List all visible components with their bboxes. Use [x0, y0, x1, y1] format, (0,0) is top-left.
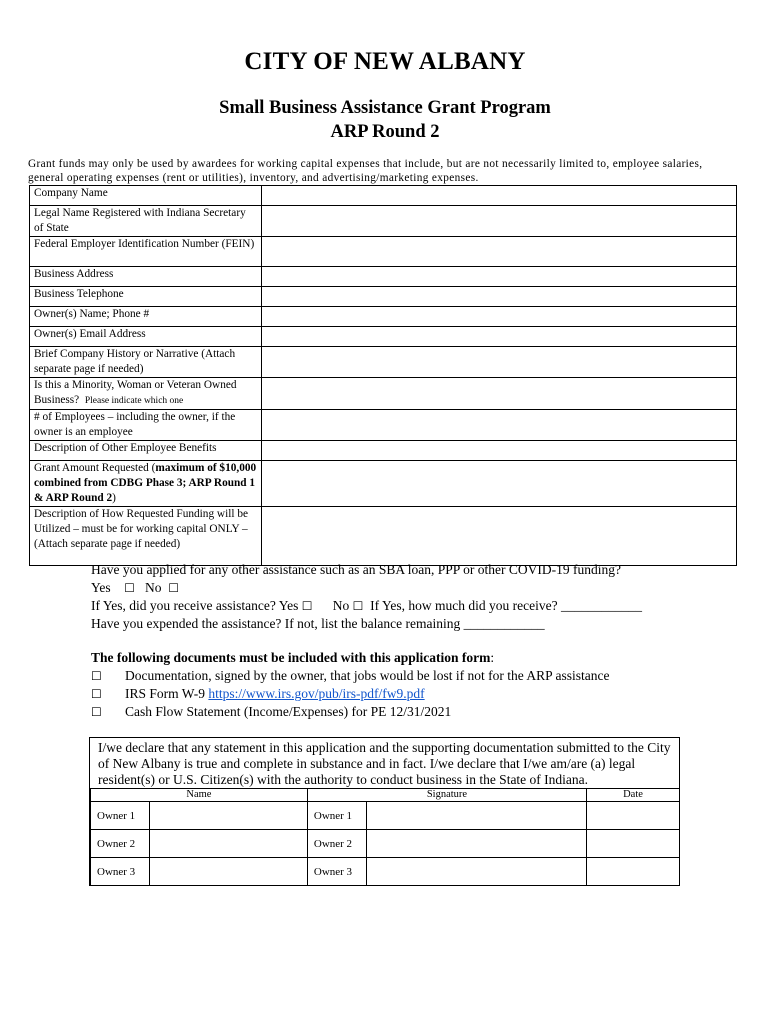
benefits-label: Description of Other Employee Benefits [30, 441, 262, 461]
owner-signature-label: Owner 1 [307, 802, 366, 830]
minority-question: Is this a Minority, Woman or Veteran Owned Business? [34, 379, 237, 406]
grant-amount-suffix: ) [112, 492, 116, 504]
owner-date-field[interactable] [587, 830, 680, 858]
received-no-label: No [332, 598, 350, 613]
other-assistance-question: Have you applied for any other assistance such as an SBA loan, PPP or other COVID-19 funding? [91, 562, 622, 577]
document-item [91, 703, 451, 721]
employees-label: # of Employees – including the owner, if the owner is an employee [30, 410, 262, 441]
program-name: Small Business Assistance Grant Program [219, 98, 551, 118]
page-title: CITY OF NEW ALBANY [244, 48, 526, 75]
grant-amount-prefix: Grant Amount Requested ( [34, 462, 156, 474]
no-checkbox[interactable]: ☐ [168, 581, 180, 595]
owner-name-field[interactable] [150, 802, 308, 830]
received-amount-text: If Yes, how much did you receive? ____________ [370, 598, 642, 613]
history-field[interactable] [262, 347, 737, 378]
fein-label: Federal Employer Identification Number (FEIN) [30, 237, 262, 267]
document-checkbox[interactable]: ☐ [91, 705, 102, 719]
legal-name-field[interactable] [262, 206, 737, 237]
minority-field[interactable] [262, 378, 737, 410]
expended-question: Have you expended the assistance? If not, list the balance remaining ____________ [91, 616, 545, 631]
owner-signature-field[interactable] [366, 830, 586, 858]
yes-checkbox[interactable]: ☐ [124, 581, 135, 595]
owner-name-field[interactable] [150, 858, 308, 886]
owner-phone-label: Owner(s) Name; Phone # [30, 307, 262, 327]
owner-date-field[interactable] [587, 802, 680, 830]
document-checkbox[interactable]: ☐ [91, 669, 102, 683]
address-label: Business Address [30, 267, 262, 287]
address-field[interactable] [262, 267, 737, 287]
owner-name-label: Owner 3 [91, 858, 150, 886]
owner-phone-field[interactable] [262, 307, 737, 327]
owner-signature-field[interactable] [366, 858, 586, 886]
name-header: Name [91, 789, 308, 802]
owner-email-label: Owner(s) Email Address [30, 327, 262, 347]
owner-email-field[interactable] [262, 327, 737, 347]
grant-amount-label [30, 461, 262, 507]
date-header: Date [587, 789, 680, 802]
funding-use-field[interactable] [262, 507, 737, 566]
owner-signature-label: Owner 2 [307, 830, 366, 858]
document-item [91, 685, 425, 703]
signature-table [90, 788, 680, 886]
owner-name-label: Owner 1 [91, 802, 150, 830]
program-round: ARP Round 2 [330, 122, 440, 142]
funding-use-label: Description of How Requested Funding will be Utilized – must be for working capital ONLY – (Attach separate page if needed) [30, 507, 262, 566]
company-name-field[interactable] [262, 186, 737, 206]
history-label: Brief Company History or Narrative (Attach separate page if needed) [30, 347, 262, 378]
program-title [0, 96, 770, 144]
document-label: Documentation, signed by the owner, that jobs would be lost if not for the ARP assistance [125, 668, 610, 683]
document-checkbox[interactable]: ☐ [91, 687, 102, 701]
telephone-field[interactable] [262, 287, 737, 307]
telephone-label: Business Telephone [30, 287, 262, 307]
application-form-table [29, 185, 737, 566]
company-name-label: Company Name [30, 186, 262, 206]
owner-signature-field[interactable] [366, 802, 586, 830]
declaration-text: I/we declare that any statement in this application and the supporting documentation submitted to the City of New Albany is true and complete in substance and in fact. I/we declare that I/we am/are (a) legal resident(s) or U.S. Citizen(s) with the authority to conduct business in the State of Indiana. [98, 740, 671, 787]
document-label: IRS Form W-9 [125, 686, 209, 701]
minority-label [30, 378, 262, 410]
documents-heading-colon: : [490, 650, 495, 665]
owner-name-label: Owner 2 [91, 830, 150, 858]
employees-field[interactable] [262, 410, 737, 441]
received-yes-checkbox[interactable]: ☐ [301, 599, 313, 613]
other-assistance-answer [91, 579, 179, 597]
received-assistance-question [91, 597, 642, 615]
declaration-box [89, 737, 680, 886]
signature-header: Signature [307, 789, 586, 802]
grant-amount-field[interactable] [262, 461, 737, 507]
document-label: Cash Flow Statement (Income/Expenses) for PE 12/31/2021 [125, 704, 452, 719]
legal-name-label: Legal Name Registered with Indiana Secretary of State [30, 206, 262, 237]
document-item [91, 667, 610, 685]
documents-heading [91, 650, 494, 666]
owner-date-field[interactable] [587, 858, 680, 886]
owner-signature-label: Owner 3 [307, 858, 366, 886]
grant-amount-max: maximum of $10,000 combined from CDBG Phase 3; ARP Round 1 & ARP Round 2 [34, 462, 257, 504]
received-no-checkbox[interactable]: ☐ [352, 599, 364, 613]
no-label: No [145, 580, 162, 595]
benefits-field[interactable] [262, 441, 737, 461]
w9-link[interactable]: https://www.irs.gov/pub/irs-pdf/fw9.pdf [208, 686, 425, 701]
owner-name-field[interactable] [150, 830, 308, 858]
intro-text: Grant funds may only be used by awardees for working capital expenses that include, but are not necessarily limited to, employee salaries, general operating expenses (rent or utilities), inventory, and advertising/marketing expenses. [28, 158, 703, 184]
yes-label: Yes [91, 580, 111, 595]
received-question-text: If Yes, did you receive assistance? Yes [91, 598, 299, 613]
fein-field[interactable] [262, 237, 737, 267]
minority-note: Please indicate which one [84, 396, 184, 406]
documents-heading-text: The following documents must be included with this application form [91, 650, 491, 665]
